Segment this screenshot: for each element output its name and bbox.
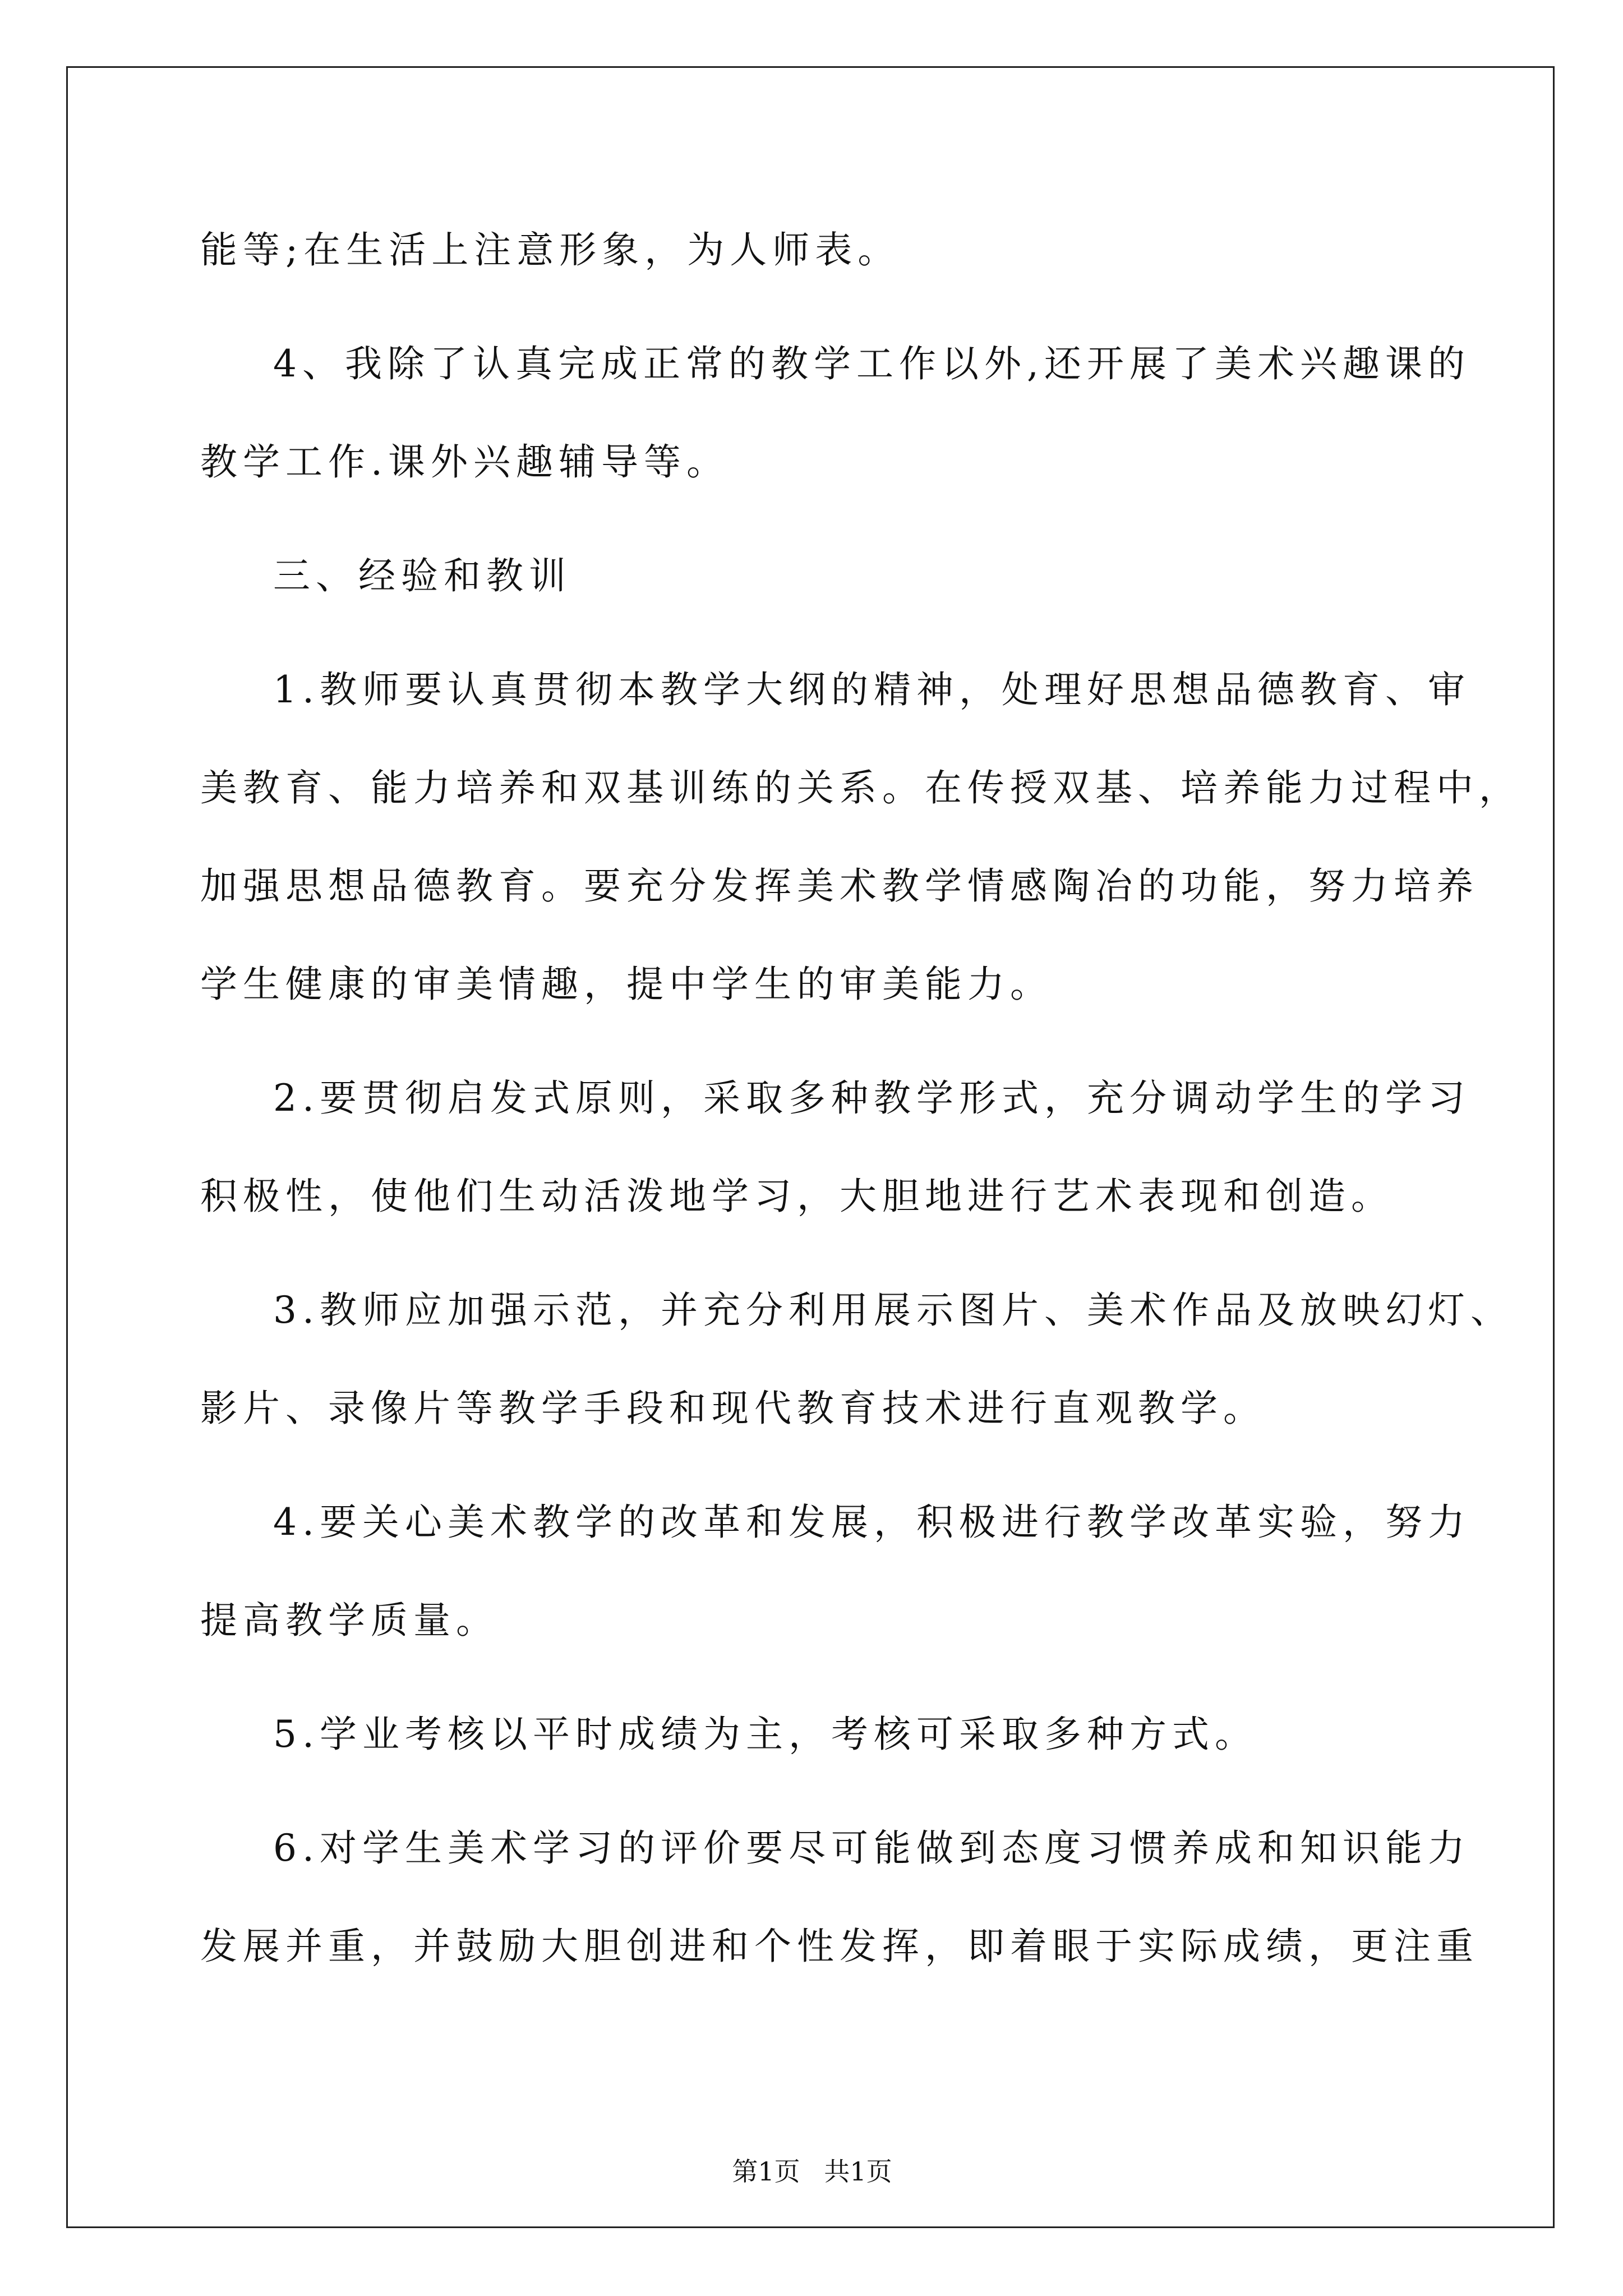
- text-line: 能等;在生活上注意形象，为人师表。: [200, 228, 901, 272]
- text-line: 教学工作.课外兴趣辅导等。: [200, 440, 729, 484]
- text-line: 加强思想品德教育。要充分发挥美术教学情感陶冶的功能，努力培养: [200, 864, 1479, 908]
- total-pages-label: 共1页: [824, 2156, 892, 2187]
- section-heading: 三、经验和教训: [273, 554, 571, 597]
- text-line: 4.要关心美术教学的改革和发展，积极进行教学改革实验，努力: [273, 1501, 1470, 1544]
- text-line: 美教育、能力培养和双基训练的关系。在传授双基、培养能力过程中，: [200, 766, 1521, 809]
- text-line: 5.学业考核以平时成绩为主，考核可采取多种方式。: [273, 1713, 1257, 1756]
- text-line: 3.教师应加强示范，并充分利用展示图片、美术作品及放映幻灯、: [273, 1289, 1513, 1332]
- text-line: 2.要贯彻启发式原则，采取多种教学形式，充分调动学生的学习: [273, 1076, 1470, 1120]
- page-footer: [68, 2156, 1556, 2187]
- text-line: 1.教师要认真贯彻本教学大纲的精神，处理好思想品德教育、审: [273, 668, 1470, 711]
- text-line: 6.对学生美术学习的评价要尽可能做到态度习惯养成和知识能力: [273, 1826, 1470, 1870]
- text-line: 学生健康的审美情趣，提中学生的审美能力。: [200, 963, 1053, 1006]
- text-line: 提高教学质量。: [200, 1599, 499, 1642]
- text-line: 积极性，使他们生动活泼地学习，大胆地进行艺术表现和创造。: [200, 1175, 1394, 1218]
- page-frame: [66, 66, 1555, 2228]
- current-page-label: 第1页: [732, 2156, 800, 2187]
- text-line: 4、我除了认真完成正常的教学工作以外,还开展了美术兴趣课的: [273, 342, 1470, 385]
- text-line: 影片、录像片等教学手段和现代教育技术进行直观教学。: [200, 1387, 1266, 1430]
- text-line: 发展并重，并鼓励大胆创进和个性发挥，即着眼于实际成绩，更注重: [200, 1925, 1479, 1968]
